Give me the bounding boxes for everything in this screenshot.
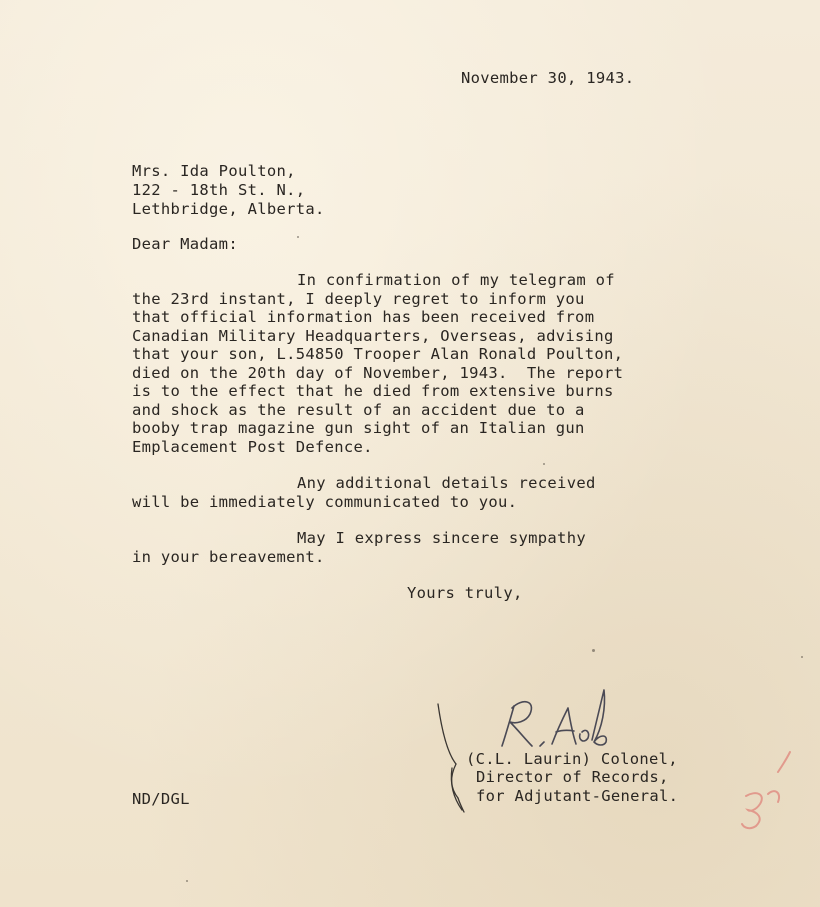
paragraph-line: died on the 20th day of November, 1943. The report [132, 364, 624, 382]
handwritten-signature [496, 684, 616, 754]
paragraph-line: will be immediately communicated to you. [132, 493, 518, 511]
paragraph-line: Any additional details received [297, 474, 596, 492]
red-pencil-mark [738, 748, 798, 838]
letter-date: November 30, 1943. [461, 69, 635, 87]
reference-initials: ND/DGL [132, 790, 190, 808]
recipient-name: Mrs. Ida Poulton, [132, 162, 296, 180]
paper-speck [297, 236, 299, 238]
paper-speck [592, 649, 595, 652]
signatory-title: Director of Records, [476, 768, 669, 786]
paragraph-line: In confirmation of my telegram of [297, 271, 615, 289]
paper-speck [543, 463, 545, 465]
paragraph-line: in your bereavement. [132, 548, 325, 566]
paragraph-line: the 23rd instant, I deeply regret to inform you [132, 290, 585, 308]
paragraph-line: that your son, L.54850 Trooper Alan Ronald Poulton, [132, 345, 624, 363]
signatory-authority: for Adjutant-General. [476, 787, 679, 805]
signature-bracket-mark [434, 702, 468, 814]
paper-speck [801, 656, 803, 658]
salutation: Dear Madam: [132, 235, 238, 253]
closing: Yours truly, [407, 584, 523, 602]
paragraph-line: May I express sincere sympathy [297, 529, 586, 547]
signatory-name-rank: (C.L. Laurin) Colonel, [466, 750, 678, 768]
paragraph-line: Emplacement Post Defence. [132, 438, 373, 456]
paragraph-line: and shock as the result of an accident due to a [132, 401, 585, 419]
paragraph-line: that official information has been received from [132, 308, 595, 326]
paragraph-line: is to the effect that he died from extensive burns [132, 382, 614, 400]
recipient-street: 122 - 18th St. N., [132, 181, 306, 199]
paragraph-line: Canadian Military Headquarters, Overseas, advising [132, 327, 614, 345]
paper-speck [186, 880, 188, 882]
paragraph-line: booby trap magazine gun sight of an Italian gun [132, 419, 585, 437]
recipient-city: Lethbridge, Alberta. [132, 200, 325, 218]
